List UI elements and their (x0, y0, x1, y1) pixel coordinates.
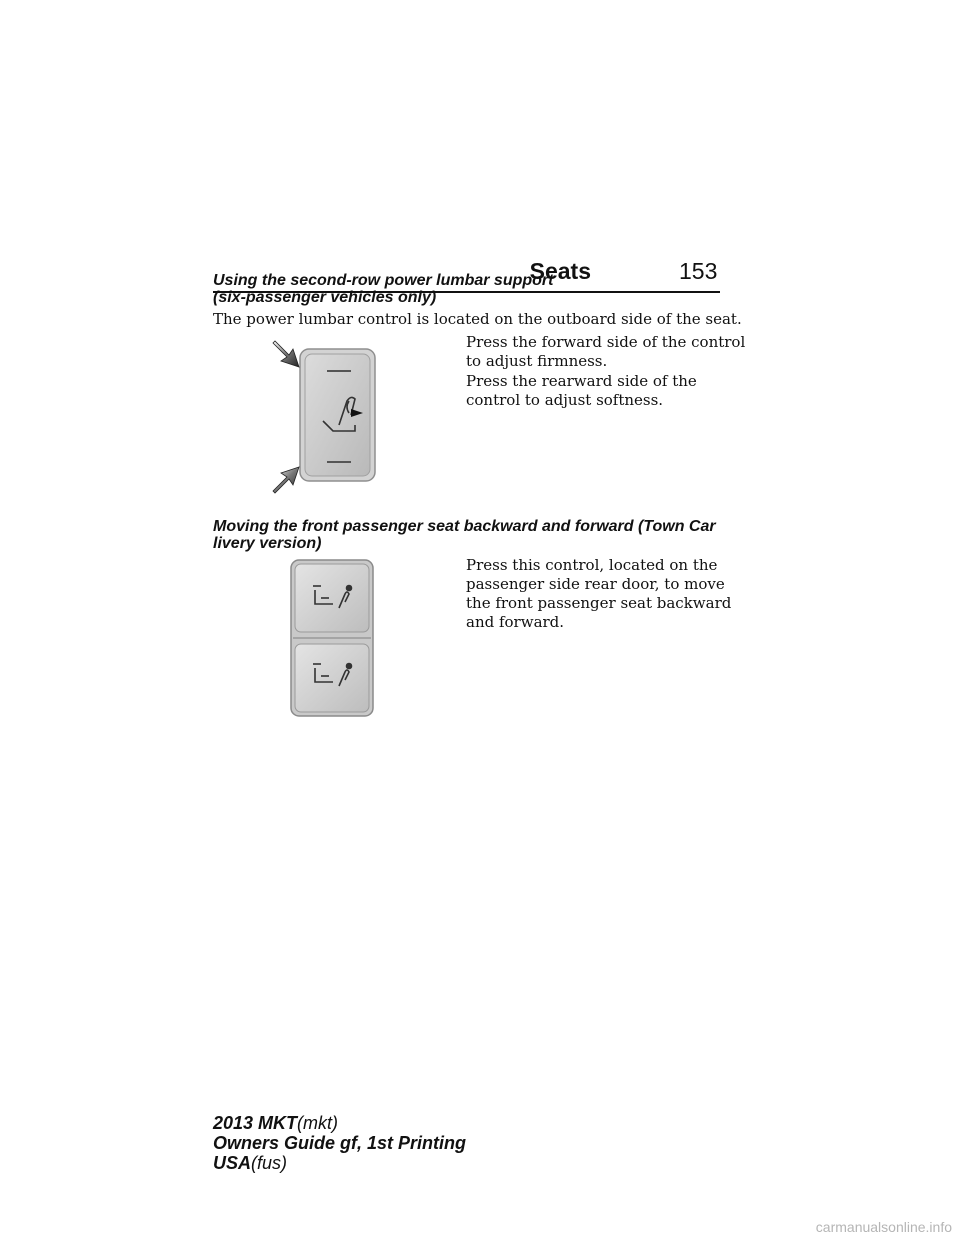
heading-line: livery version) (213, 535, 322, 552)
print-footer (213, 1113, 466, 1173)
heading-line: Moving the front passenger seat backward and forward (Town Car (213, 518, 716, 535)
watermark[interactable]: carmanualsonline.info (815, 1219, 952, 1235)
text-line: Press this control, located on the (466, 556, 718, 574)
text-line: the front passenger seat backward (466, 594, 732, 612)
arrow-icon (273, 341, 299, 367)
heading-line: Using the second-row power lumbar support (213, 272, 554, 289)
seat-forward-key (295, 564, 369, 632)
page-title: Seats (529, 258, 591, 284)
footer-line-3 (213, 1153, 466, 1173)
text-line: Press the rearward side of the (466, 372, 697, 390)
section-heading-passenger-seat (213, 518, 716, 552)
footer-market-code: (fus) (251, 1153, 288, 1173)
lumbar-control-illustration (265, 335, 395, 500)
firmness-instruction (466, 333, 745, 371)
text-line: passenger side rear door, to move (466, 575, 725, 593)
passenger-seat-instruction (466, 556, 731, 632)
softness-instruction (466, 372, 697, 410)
footer-line-2: Owners Guide gf, 1st Printing (213, 1133, 467, 1153)
text-line: Press the forward side of the control (466, 333, 746, 351)
seat-backward-key (295, 644, 369, 712)
footer-model: 2013 MKT (213, 1113, 298, 1133)
text-line: and forward. (466, 613, 565, 631)
page-number: 153 (679, 258, 718, 284)
footer-model-code: (mkt) (297, 1113, 339, 1133)
arrow-icon (273, 467, 299, 493)
passenger-seat-control-illustration (289, 558, 377, 720)
footer-market: USA (213, 1153, 252, 1173)
lumbar-intro-text: The power lumbar control is located on the outboard side of the seat. (213, 310, 742, 328)
lumbar-switch-button (305, 354, 370, 476)
text-line: control to adjust softness. (466, 391, 664, 409)
text-line: to adjust firmness. (466, 352, 608, 370)
footer-line-1 (213, 1113, 466, 1133)
section-heading-lumbar (213, 272, 553, 306)
heading-line: (six-passenger vehicles only) (213, 289, 437, 306)
